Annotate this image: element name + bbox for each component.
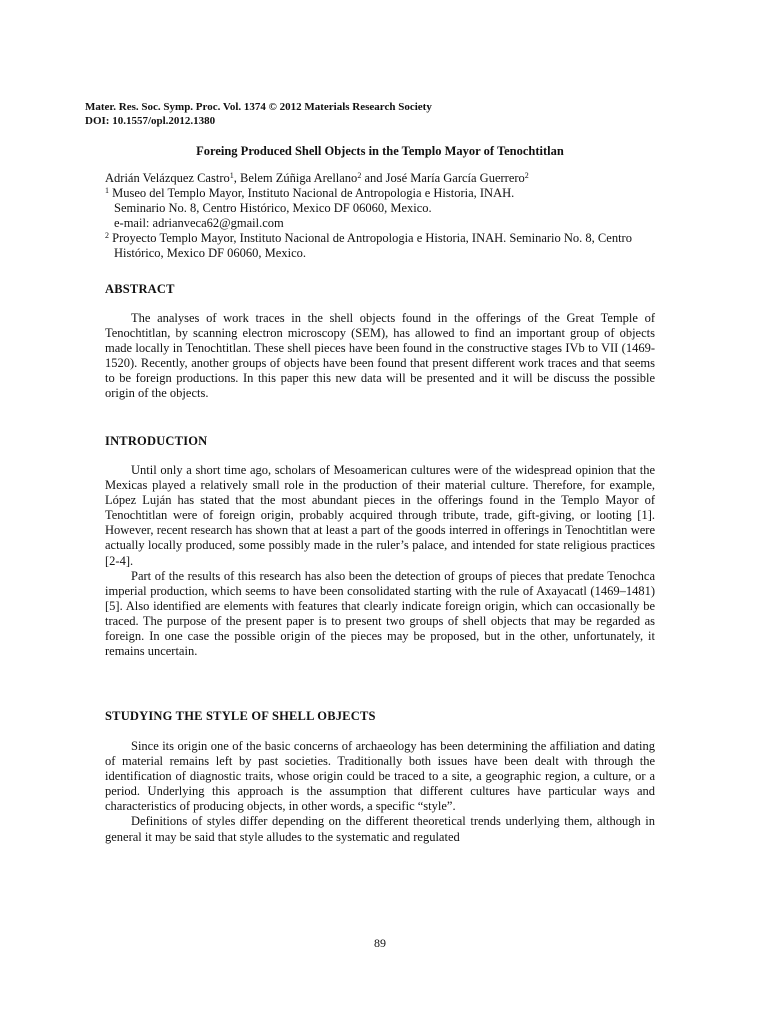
paper-page — [85, 0, 655, 1024]
style-section-heading: STUDYING THE STYLE OF SHELL OBJECTS — [105, 709, 376, 723]
author-affiliation-mark: 2 — [524, 171, 529, 180]
author-affiliation-mark: 2 — [357, 171, 362, 180]
introduction-heading-wrap — [105, 434, 655, 449]
affiliation-mark: 1 — [105, 186, 109, 195]
abstract-body — [105, 311, 655, 402]
abstract-heading-wrap — [105, 282, 655, 297]
introduction-heading: INTRODUCTION — [105, 434, 208, 448]
affiliation-line: Museo del Templo Mayor, Instituto Nacional de Antropologia e Historia, INAH. — [112, 186, 515, 200]
style-section-body — [105, 739, 655, 845]
author-affiliation-mark: 1 — [229, 171, 234, 180]
page-number: 89 — [374, 936, 386, 950]
abstract-paragraph: The analyses of work traces in the shell objects found in the offerings of the Great Temple of Tenochtitlan, by scanning electron microscopy (SEM), has allowed to find an important group of objects made locally in Tenochtitlan. These shell pieces have been found in the constructive stages IVb to VII (1469-1520). Recently, another groups of objects have been found that present different work traces and that seems to be foreign productions. In this paper this new data will be presented and it will be discuss the possible origin of the objects. — [105, 311, 655, 401]
abstract-heading: ABSTRACT — [105, 282, 175, 296]
introduction-body — [105, 463, 655, 659]
style-paragraph-1: Since its origin one of the basic concerns of archaeology has been determining the affiliation and dating of material remains left by past societies. Traditionally both issues have been dealt with through the identification of diagnostic traits, whose origin could be traced to a site, a geographic region, a culture, or a period. Underlying this approach is the assumption that different cultures have particular ways and characteristics of producing objects, in other words, a specific “style”. — [105, 739, 655, 814]
journal-header — [85, 100, 432, 128]
author-name: Belem Zúñiga Arellano — [239, 171, 358, 185]
author-block — [105, 171, 655, 261]
affiliation-mark: 2 — [105, 231, 109, 240]
affiliation-1 — [105, 186, 655, 231]
introduction-paragraph-2: Part of the results of this research has also been the detection of groups of pieces that predate Tenochca imperial production, which seems to have been consolidated starting with the rule of Axayacatl (1469–1481) [5]. Also identified are elements with features that clearly indicate foreign origin, which can occasionally be traced. The purpose of the present paper is to present two groups of shell objects that may be regarded as foreign. In one case the possible origin of the pieces may be proposed, but in the other, unfortunately, it remains uncertain. — [105, 568, 655, 659]
paper-title: Foreing Produced Shell Objects in the Templo Mayor of Tenochtitlan — [196, 144, 564, 158]
affiliation-line: Proyecto Templo Mayor, Instituto Nacional de Antropologia e Historia, INAH. Seminario No. 8, Centro Histórico, Mexico DF 06060, Mexico. — [112, 231, 632, 260]
author-separator: , — [233, 171, 240, 185]
style-heading-wrap — [105, 709, 655, 724]
journal-doi: DOI: 10.1557/opl.2012.1380 — [85, 115, 216, 127]
author-name: José María García Guerrero — [385, 171, 525, 185]
journal-citation: Mater. Res. Soc. Symp. Proc. Vol. 1374 © 2012 Materials Research Society — [85, 101, 432, 113]
affiliation-2 — [105, 231, 655, 261]
introduction-paragraph-1: Until only a short time ago, scholars of Mesoamerican cultures were of the widespread opinion that the Mexicas played a relatively small role in the production of their material culture. Therefore, for example, López Luján has stated that the most abundant pieces in the offerings found in the Templo Mayor of Tenochtitlan were of foreign origin, probably acquired through tribute, trade, gift-giving, or looting [1]. However, recent research has shown that at least a part of the goods interred in offerings in Tenochtitlan were actually locally produced, some possibly made in the ruler’s palace, and intended for state religious practices [2-4]. — [105, 463, 655, 568]
author-separator: and — [361, 171, 386, 185]
author-name: Adrián Velázquez Castro — [105, 171, 230, 185]
author-list — [105, 171, 655, 186]
style-paragraph-2: Definitions of styles differ depending on the different theoretical trends underlying them, although in general it may be said that style alludes to the systematic and regulated — [105, 814, 655, 844]
affiliation-line: Seminario No. 8, Centro Histórico, Mexico DF 06060, Mexico. — [114, 201, 432, 215]
affiliation-email: e-mail: adrianveca62@gmail.com — [114, 216, 284, 230]
